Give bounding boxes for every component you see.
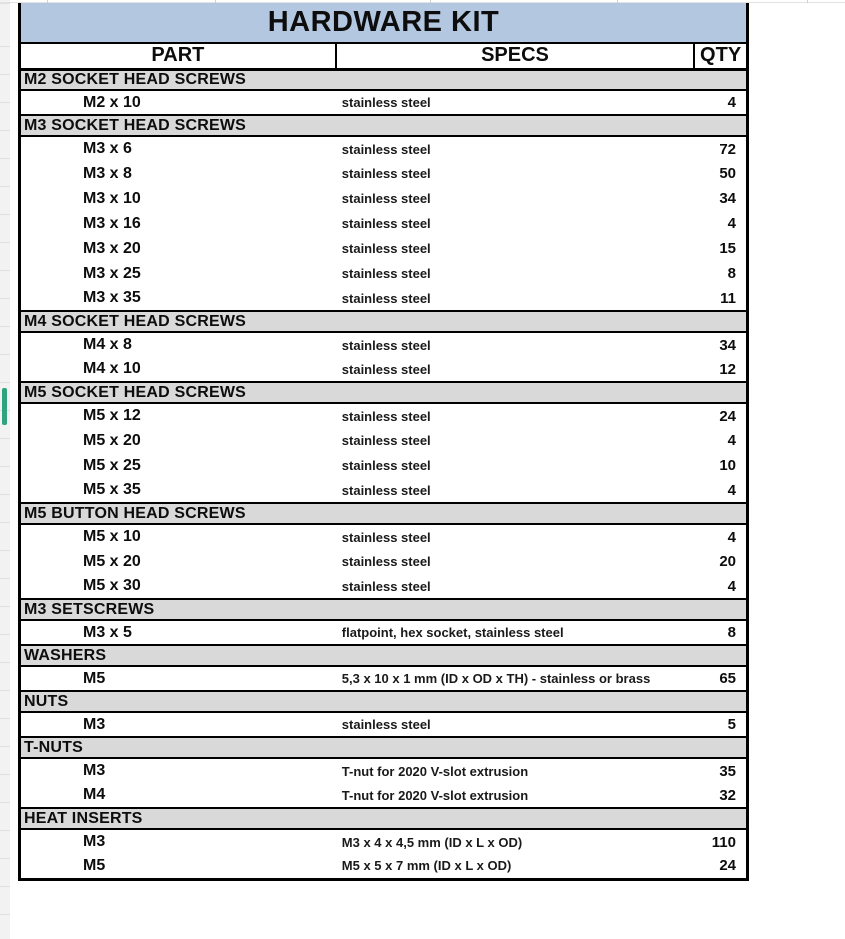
specs-cell[interactable]: stainless steel [336,286,694,311]
section-header-row [20,69,748,90]
part-cell[interactable]: M5 x 20 [20,428,336,453]
section-title-cell[interactable]: T-NUTS [20,737,748,758]
specs-cell[interactable]: flatpoint, hex socket, stainless steel [336,620,694,645]
part-cell[interactable]: M5 [20,666,336,691]
qty-cell[interactable]: 50 [694,161,747,186]
qty-cell[interactable]: 15 [694,236,747,261]
table-row [20,574,748,599]
part-cell[interactable]: M5 x 30 [20,574,336,599]
section-title-cell[interactable]: M4 SOCKET HEAD SCREWS [20,311,748,332]
part-cell[interactable]: M5 x 12 [20,403,336,428]
part-cell[interactable]: M4 x 10 [20,357,336,382]
section-header-row [20,691,748,712]
qty-cell[interactable]: 24 [694,854,747,879]
specs-cell[interactable]: 5,3 x 10 x 1 mm (ID x OD x TH) - stainless or brass [336,666,694,691]
part-cell[interactable]: M3 [20,712,336,737]
part-cell[interactable]: M5 x 25 [20,453,336,478]
section-title-cell[interactable]: M5 SOCKET HEAD SCREWS [20,382,748,403]
column-header-qty[interactable]: QTY [694,43,747,69]
table-row [20,186,748,211]
qty-cell[interactable]: 5 [694,712,747,737]
section-header-row [20,311,748,332]
qty-cell[interactable]: 32 [694,783,747,808]
part-cell[interactable]: M4 [20,783,336,808]
table-row [20,332,748,357]
part-cell[interactable]: M5 x 20 [20,549,336,574]
qty-cell[interactable]: 20 [694,549,747,574]
specs-cell[interactable]: stainless steel [336,332,694,357]
table-row [20,286,748,311]
table-row [20,136,748,161]
table-row [20,620,748,645]
page-title[interactable]: HARDWARE KIT [20,3,748,43]
qty-cell[interactable]: 4 [694,90,747,115]
part-cell[interactable]: M3 x 25 [20,261,336,286]
qty-cell[interactable]: 110 [694,829,747,854]
section-header-row [20,503,748,524]
table-row [20,403,748,428]
table-row [20,758,748,783]
table-row [20,478,748,503]
part-cell[interactable]: M3 x 8 [20,161,336,186]
hardware-kit-table [18,3,749,881]
specs-cell[interactable]: T-nut for 2020 V-slot extrusion [336,783,694,808]
specs-cell[interactable]: stainless steel [336,261,694,286]
table-row [20,712,748,737]
part-cell[interactable]: M3 [20,829,336,854]
part-cell[interactable]: M4 x 8 [20,332,336,357]
section-header-row [20,382,748,403]
section-title-cell[interactable]: M2 SOCKET HEAD SCREWS [20,69,748,90]
part-cell[interactable]: M3 x 20 [20,236,336,261]
table-title-row [20,3,748,43]
qty-cell[interactable]: 24 [694,403,747,428]
qty-cell[interactable]: 4 [694,524,747,549]
qty-cell[interactable]: 34 [694,186,747,211]
part-cell[interactable]: M3 x 5 [20,620,336,645]
section-header-row [20,115,748,136]
qty-cell[interactable]: 4 [694,478,747,503]
specs-cell[interactable]: stainless steel [336,549,694,574]
table-row [20,90,748,115]
specs-cell[interactable]: M3 x 4 x 4,5 mm (ID x L x OD) [336,829,694,854]
part-cell[interactable]: M3 x 6 [20,136,336,161]
part-cell[interactable]: M3 x 35 [20,286,336,311]
specs-cell[interactable]: stainless steel [336,357,694,382]
qty-cell[interactable]: 10 [694,453,747,478]
qty-cell[interactable]: 72 [694,136,747,161]
section-header-row [20,737,748,758]
table-row [20,261,748,286]
specs-cell[interactable]: stainless steel [336,712,694,737]
table-row [20,666,748,691]
qty-cell[interactable]: 4 [694,428,747,453]
qty-cell[interactable]: 34 [694,332,747,357]
section-title-cell[interactable]: M3 SOCKET HEAD SCREWS [20,115,748,136]
specs-cell[interactable]: T-nut for 2020 V-slot extrusion [336,758,694,783]
part-cell[interactable]: M3 x 10 [20,186,336,211]
table-row [20,211,748,236]
section-header-row [20,808,748,829]
spreadsheet-row-gutter [0,0,10,939]
table-row [20,783,748,808]
specs-cell[interactable]: stainless steel [336,236,694,261]
specs-cell[interactable]: stainless steel [336,478,694,503]
specs-cell[interactable]: stainless steel [336,186,694,211]
specs-cell[interactable]: stainless steel [336,574,694,599]
table-row [20,453,748,478]
specs-cell[interactable]: stainless steel [336,211,694,236]
qty-cell[interactable]: 35 [694,758,747,783]
part-cell[interactable]: M5 x 10 [20,524,336,549]
qty-cell[interactable]: 8 [694,261,747,286]
specs-cell[interactable]: stainless steel [336,90,694,115]
qty-cell[interactable]: 8 [694,620,747,645]
spreadsheet-column-tick [807,0,808,3]
table-row [20,428,748,453]
table-row [20,829,748,854]
section-title-cell[interactable]: M5 BUTTON HEAD SCREWS [20,503,748,524]
table-row [20,357,748,382]
table-row [20,854,748,879]
column-header-specs[interactable]: SPECS [336,43,694,69]
qty-cell[interactable]: 4 [694,574,747,599]
section-title-cell[interactable]: NUTS [20,691,748,712]
table-row [20,549,748,574]
qty-cell[interactable]: 12 [694,357,747,382]
table-row [20,236,748,261]
part-cell[interactable]: M5 x 35 [20,478,336,503]
part-cell[interactable]: M3 [20,758,336,783]
part-cell[interactable]: M2 x 10 [20,90,336,115]
part-cell[interactable]: M3 x 16 [20,211,336,236]
qty-cell[interactable]: 65 [694,666,747,691]
specs-cell[interactable]: stainless steel [336,136,694,161]
specs-cell[interactable]: stainless steel [336,524,694,549]
column-header-part[interactable]: PART [20,43,336,69]
specs-cell[interactable]: stainless steel [336,403,694,428]
part-cell[interactable]: M5 [20,854,336,879]
column-header-row [20,43,748,69]
specs-cell[interactable]: stainless steel [336,453,694,478]
hardware-table-body [20,3,748,879]
section-header-row [20,599,748,620]
specs-cell[interactable]: stainless steel [336,428,694,453]
section-title-cell[interactable]: M3 SETSCREWS [20,599,748,620]
table-row [20,161,748,186]
table-row [20,524,748,549]
specs-cell[interactable]: stainless steel [336,161,694,186]
section-title-cell[interactable]: WASHERS [20,645,748,666]
section-title-cell[interactable]: HEAT INSERTS [20,808,748,829]
section-header-row [20,645,748,666]
qty-cell[interactable]: 4 [694,211,747,236]
row-selection-indicator [2,388,7,425]
qty-cell[interactable]: 11 [694,286,747,311]
specs-cell[interactable]: M5 x 5 x 7 mm (ID x L x OD) [336,854,694,879]
